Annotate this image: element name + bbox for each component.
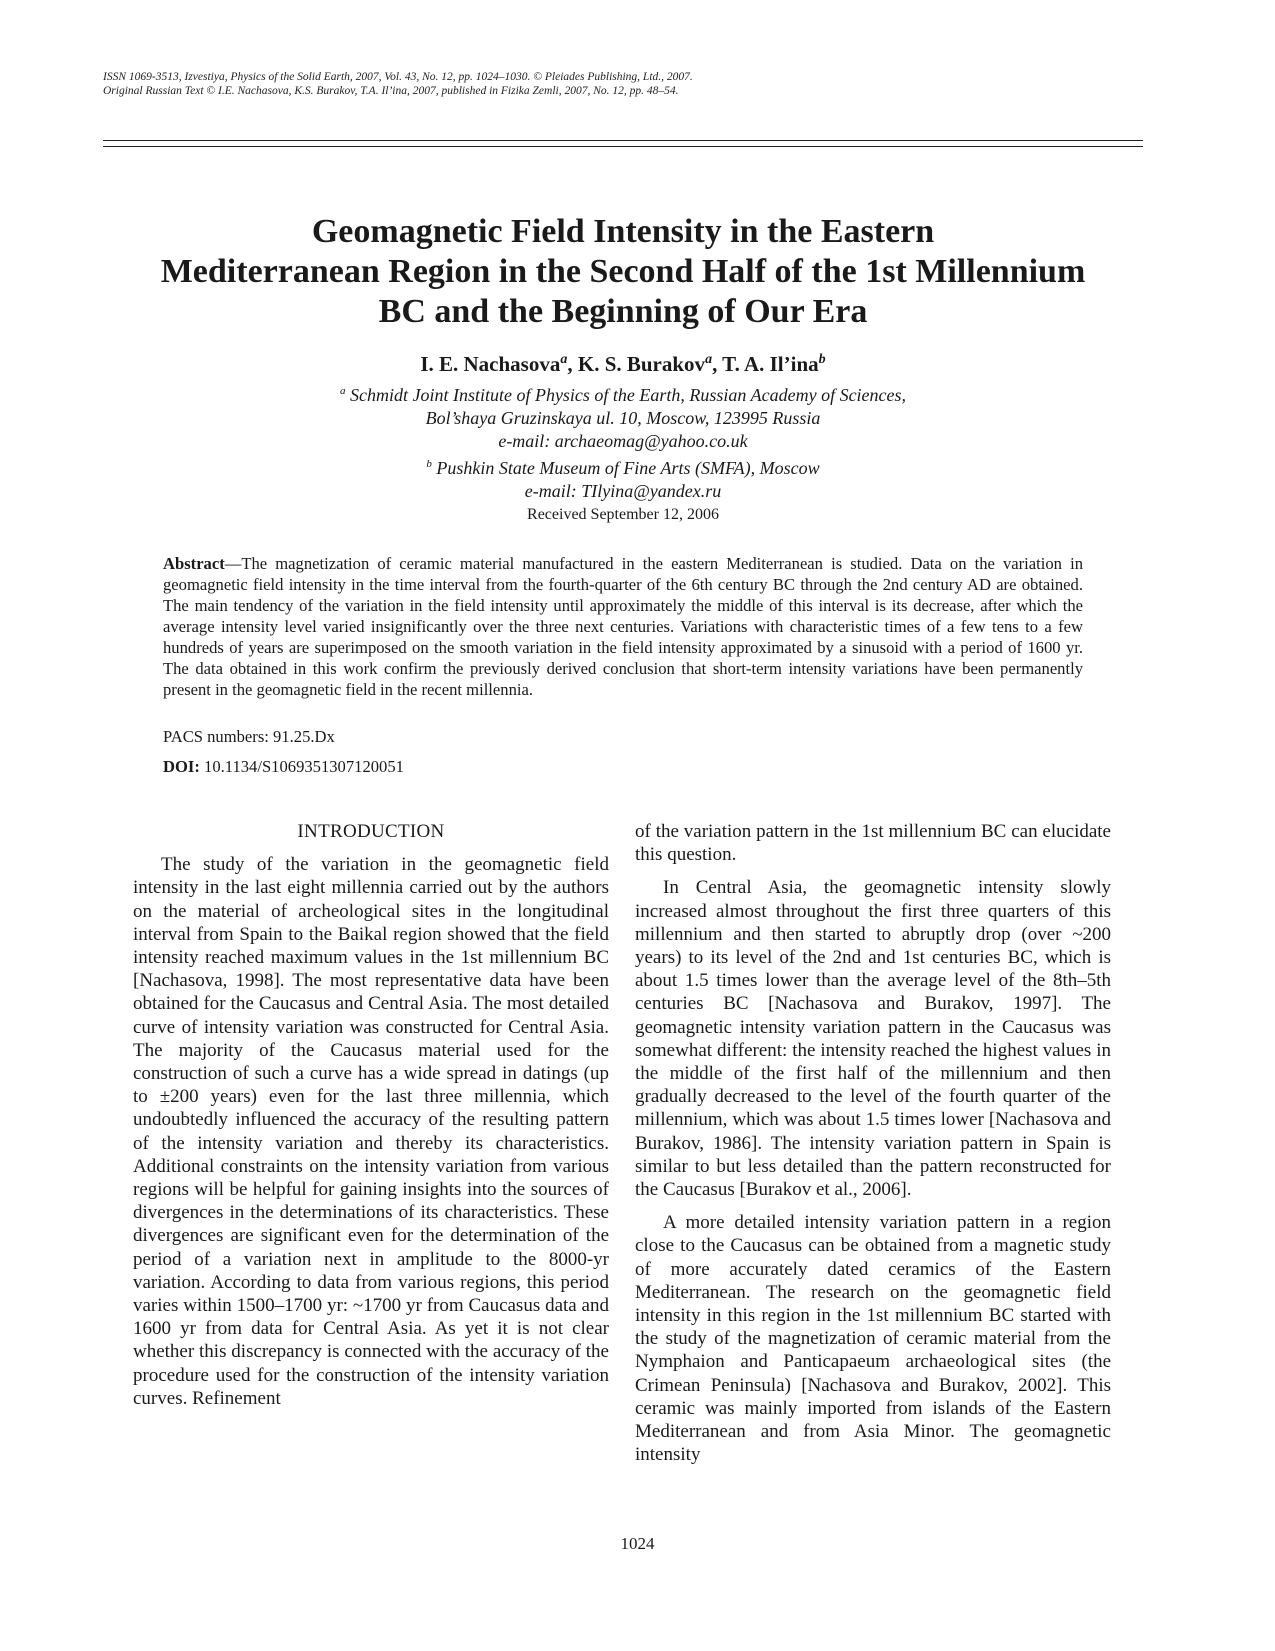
author-3: , T. A. Il’ina [712,352,819,376]
title-line-3: BC and the Beginning of Our Era [378,293,868,330]
affiliation-a-mark: a [339,385,346,397]
paragraph: A more detailed intensity variation pattern in a region close to the Caucasus can be obtained from a magnetic study of more accurately dated ceramics of the Eastern Mediterranean. The research on the geomagnetic field intensity in this region in the 1st millennium BC started with the study of the magnetization of ceramic material from the Nymphaion and Panticapaeum archaeological sites (the Crimean Peninsula) [Nachasova and Burakov, 2002]. This ceramic was mainly imported from islands of the Eastern Mediterranean and from Asia Minor. The geomagnetic intensity [635,1212,1111,1466]
author-list [103,347,1143,377]
affiliation-a-line-1: $^a$ Schmidt Joint Institute of Physics of the Earth, Russian Academy of Sciences, [339,385,907,405]
abstract-label: Abstract [163,554,225,573]
paragraph: In Central Asia, the geomagnetic intensity slowly increased almost throughout the first three quarters of this millennium and then started to abruptly drop (over ~200 years) to its level of the 2nd and 1st centuries BC, which is about 1.5 times lower than the average level of the 8th–5th centuries BC [Nachasova and Burakov, 1997]. The geomagnetic intensity variation pattern in the Caucasus was somewhat different: the intensity reached the highest values in the middle of the first half of the millennium and then gradually decreased to the level of the fourth quarter of the millennium, which was about 1.5 times lower [Nachasova and Burakov, 1986]. The intensity variation pattern in Spain is similar to but less detailed than the pattern reconstructed for the Caucasus [Burakov et al., 2006]. [635,877,1111,1201]
header-rule-bottom [103,146,1143,147]
paper-title [90,212,1156,332]
author-2-affil-mark: a [705,352,713,367]
received-date: Received September 12, 2006 [527,506,719,523]
affiliation-b-line-1: $^b$ Pushkin State Museum of Fine Arts (SMFA), Moscow [426,458,820,478]
author-3-affil-mark: b [818,352,826,367]
citation-line-2: Original Russian Text © I.E. Nachasova, K.S. Burakov, T.A. Il’ina, 2007, published in Fizika Zemli, 2007, No. 12, pp. 48–54. [103,85,679,97]
title-line-2: Mediterranean Region in the Second Half of the 1st Millennium [160,253,1086,290]
paragraph: The study of the variation in the geomagnetic field intensity in the last eight millennia carried out by the authors on the material of archeological sites in the longitudinal interval from Spain to the Baikal region showed that the field intensity reached maximum values in the 1st millennium BC [Nachasova, 1998]. The most representative data have been obtained for the Caucasus and Central Asia. The most detailed curve of intensity variation was constructed for Central Asia. The majority of the Caucasus material used for the construction of such a curve has a wide spread in datings (up to ±200 years) even for the last three millennia, which undoubtedly influenced the accuracy of the resulting pattern of the intensity variation and thereby its characteristics. Additional constraints on the intensity variation from various regions will be helpful for gaining insights into the sources of divergences in the determinations of its characteristics. These divergences are significant even for the determination of the period of a variation next in amplitude to the 8000-yr variation. According to data from various regions, this period varies within 1500–1700 yr: ~1700 yr from Caucasus data and 1600 yr from data for Central Asia. As yet it is not clear whether this discrepancy is connected with the accuracy of the procedure used for the construction of the intensity variation curves. Refinement [133,854,609,1409]
doi-value: 10.1134/S1069351307120051 [199,757,404,776]
author-1-affil-mark: a [560,352,568,367]
pacs-numbers: PACS numbers: 91.25.Dx [163,727,335,746]
doi [163,757,404,777]
affiliation-a-line-2: Bol’shaya Gruzinskaya ul. 10, Moscow, 123995 Russia [425,408,821,428]
author-1: I. E. Nachasova [420,352,561,376]
affiliation-b-email: e-mail: TIlyina@yandex.ru [524,481,722,501]
affiliation-b-mark: b [426,458,432,470]
body-column-right [635,820,1111,1476]
journal-citation-header [103,70,1143,98]
paragraph: of the variation pattern in the 1st millennium BC can elucidate this question. [635,821,1111,866]
affiliations [103,380,1143,526]
section-heading-introduction: INTRODUCTION [297,821,445,842]
page-number: 1024 [620,1534,655,1553]
body-column-left [133,820,609,1420]
header-rule-top [103,140,1143,141]
author-2: , K. S. Burakov [567,352,706,376]
affiliation-a-email: e-mail: archaeomag@yahoo.co.uk [498,431,748,451]
abstract-text: —The magnetization of ceramic material manufactured in the eastern Mediterranean is studied. Data on the variation in geomagnetic field intensity in the time interval from the fourth-quarter of the 6th century BC through the 2nd century AD are obtained. The main tendency of the variation in the field intensity until approximately the middle of this interval is its decrease, after which the average intensity level varied insignificantly over the three next centuries. Variations with characteristic times of a few tens to a few hundreds of years are superimposed on the smooth variation in the field intensity approximated by a sinusoid with a period of 1600 yr. The data obtained in this work confirm the previously derived conclusion that short-term intensity variations have been permanently present in the geomagnetic field in the recent millennia. [163,554,1083,699]
abstract [163,553,1083,700]
citation-line-1: ISSN 1069-3513, Izvestiya, Physics of the Solid Earth, 2007, Vol. 43, No. 12, pp. 1024–1030. © Pleiades Publishing, Ltd., 2007. [103,71,693,83]
title-line-1: Geomagnetic Field Intensity in the Eastern [311,213,935,250]
doi-label: DOI: [163,757,200,776]
